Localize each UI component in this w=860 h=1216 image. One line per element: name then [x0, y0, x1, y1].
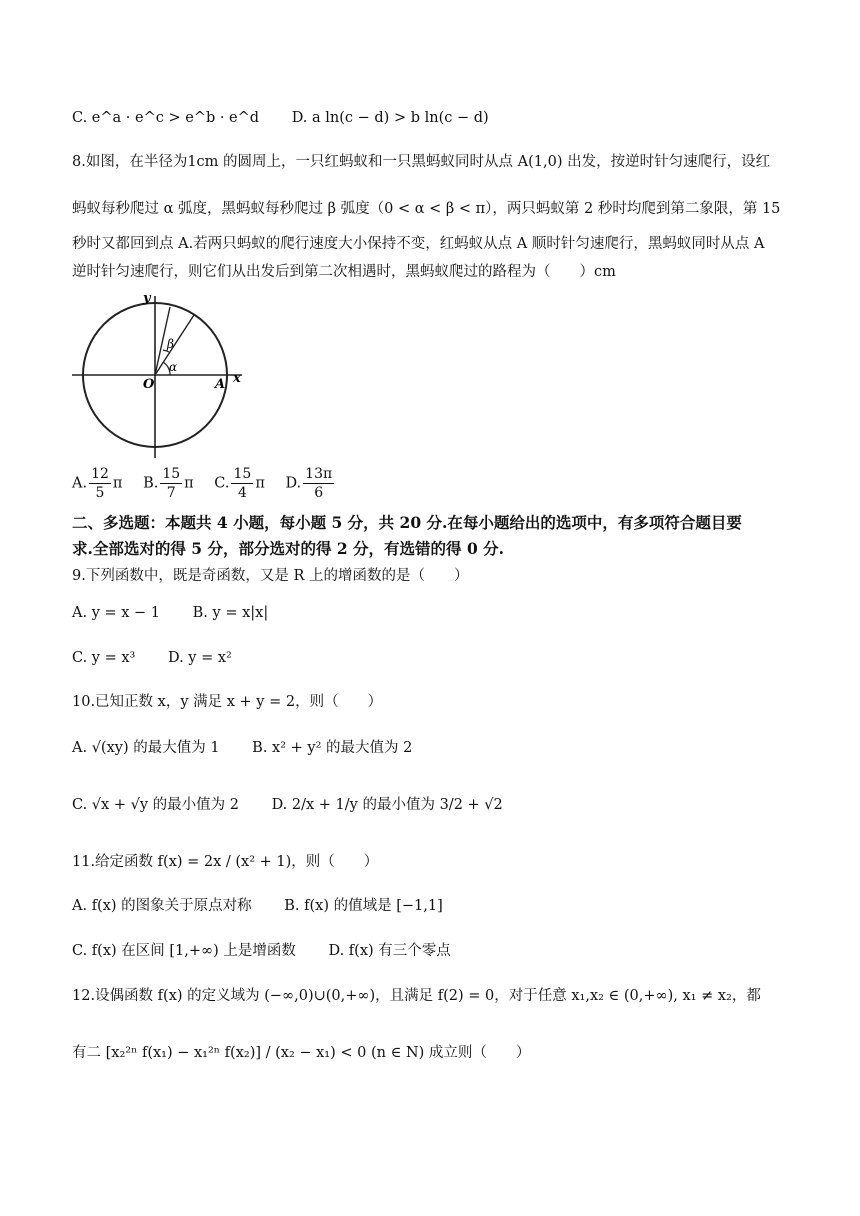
q11-options-row-1 [72, 896, 471, 916]
x-label: x [233, 371, 241, 386]
q11-option-c: C. f(x) 在区间 [1,+∞) 上是增函数 [72, 943, 296, 959]
q9-option-d: D. y = x² [167, 650, 232, 666]
beta-label: β [167, 337, 174, 351]
q8-option-b: B. $\frac{15}{7}$ π [143, 466, 194, 501]
q7-option-c: C. e^a · e^c > e^b · e^d [72, 110, 260, 126]
q10-option-c: C. √x + √y 的最小值为 2 [72, 797, 239, 813]
q9-option-b: B. y = x|x| [192, 605, 269, 621]
q8-option-c: C. $\frac{15}{4}$ π [214, 466, 265, 501]
q11-option-b: B. f(x) 的值域是 [−1,1] [284, 898, 443, 914]
q12-stem-line-2: 有二 [x₂²ⁿ f(x₁) − x₁²ⁿ f(x₂)] / (x₂ − x₁) < 0 (n ∈ N) 成立则（ ） [72, 1045, 531, 1061]
q11-options-row-2 [72, 941, 479, 961]
q10-stem: 10.已知正数 x，y 满足 x + y = 2，则（ ） [72, 694, 383, 710]
section2-header-line-1: 二、多选题：本题共 4 小题，每小题 5 分，共 20 分.在每小题给出的选项中，有多项符合题目要 [72, 513, 742, 532]
q10-options-row-1 [72, 738, 440, 758]
q12-stem-line-1: 12.设偶函数 f(x) 的定义域为 (−∞,0)∪(0,+∞)，且满足 f(2) = 0，对于任意 x₁,x₂ ∈ (0,+∞), x₁ ≠ x₂，都 [72, 988, 761, 1004]
q8-stem-line-2: 蚂蚁每秒爬过 α 弧度，黑蚂蚁每秒爬过 β 弧度（0 < α < β < π），两只蚂蚁第 2 秒时均爬到第二象限，第 15 [72, 201, 781, 217]
q7-option-row [72, 108, 517, 128]
q10-options-row-2 [72, 795, 531, 815]
q10-option-d: D. 2/x + 1/y 的最小值为 3/2 + √2 [271, 797, 503, 813]
section2-header-line-2: 求.全部选对的得 5 分，部分选对的得 2 分，有选错的得 0 分. [72, 539, 505, 558]
q9-option-c: C. y = x³ [72, 650, 136, 666]
q10-option-b: B. x² + y² 的最大值为 2 [252, 740, 413, 756]
origin-label: O [143, 377, 155, 392]
q9-options-row-1 [72, 603, 296, 623]
q8-options [72, 465, 352, 502]
q10-option-a: A. √(xy) 的最大值为 1 [72, 740, 220, 756]
q8-option-a: A. $\frac{12}{5}$ π [72, 466, 123, 501]
y-label: y [143, 291, 151, 306]
q9-option-a: A. y = x − 1 [72, 605, 161, 621]
q8-stem-line-1: 8.如图，在半径为1cm 的圆周上，一只红蚂蚁和一只黑蚂蚁同时从点 A(1,0) 出发，按逆时针匀速爬行，设红 [72, 154, 771, 170]
q8-circle-figure [70, 290, 250, 460]
q11-option-d: D. f(x) 有三个零点 [328, 943, 451, 959]
q7-option-d: D. a ln(c − d) > b ln(c − d) [291, 110, 489, 126]
q11-option-a: A. f(x) 的图象关于原点对称 [72, 898, 252, 914]
alpha-label: α [169, 360, 178, 374]
q8-stem-line-3: 秒时又都回到点 A.若两只蚂蚁的爬行速度大小保持不变，红蚂蚁从点 A 顺时针匀速爬行，黑蚂蚁同时从点 A [72, 236, 765, 252]
q9-stem: 9.下列函数中，既是奇函数，又是 R 上的增函数的是（ ） [72, 568, 469, 584]
point-a-label: A [215, 377, 226, 392]
q8-stem-line-4: 逆时针匀速爬行，则它们从出发后到第二次相遇时，黑蚂蚁爬过的路程为（ ）cm [72, 264, 616, 280]
q9-options-row-2 [72, 648, 260, 668]
q8-option-d: D. $\frac{13\pi}{6}$ [285, 466, 333, 501]
q11-stem: 11.给定函数 f(x) = 2x / (x² + 1)，则（ ） [72, 854, 379, 870]
